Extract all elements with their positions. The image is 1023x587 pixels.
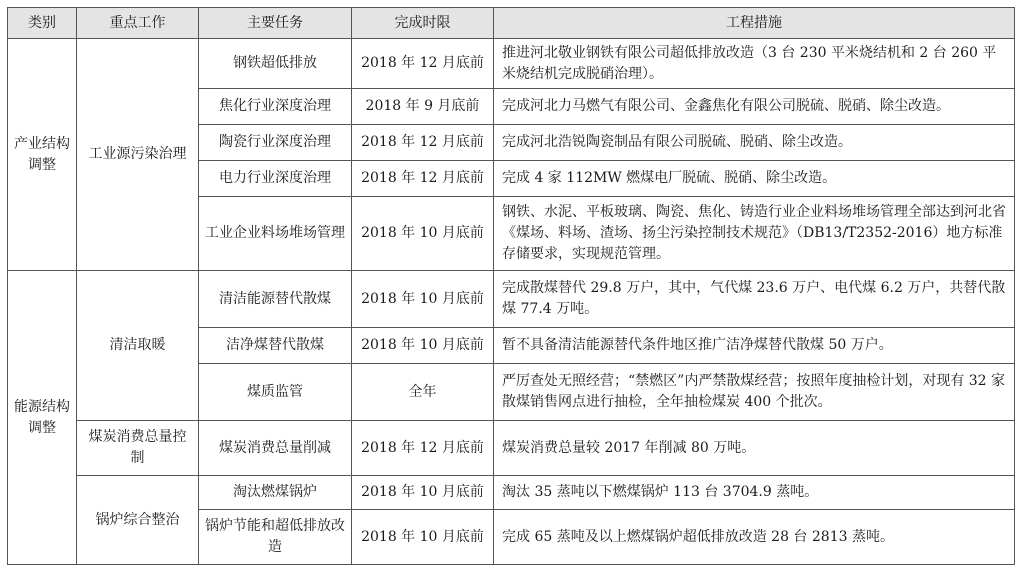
deadline-cell: 2018 年 12 月底前	[352, 125, 494, 161]
header-row	[8, 8, 1015, 39]
deadline-cell: 2018 年 12 月底前	[352, 39, 494, 89]
focus-cell: 锅炉综合整治	[77, 476, 199, 565]
task-cell: 锅炉节能和超低排放改造	[199, 510, 352, 565]
focus-cell: 煤炭消费总量控制	[77, 421, 199, 476]
deadline-cell: 2018 年 10 月底前	[352, 328, 494, 364]
measure-cell: 钢铁、水泥、平板玻璃、陶瓷、焦化、铸造行业企业料场堆场管理全部达到河北省《煤场、料场、渣场、扬尘污染控制技术规范》（DB13/T2352-2016）地方标准存储要求，实现规范管理。	[494, 197, 1015, 271]
table-row	[8, 271, 1015, 328]
header-deadline: 完成时限	[352, 8, 494, 39]
measure-cell: 完成河北力马燃气有限公司、金鑫焦化有限公司脱硫、脱硝、除尘改造。	[494, 89, 1015, 125]
measure-cell: 严厉查处无照经营；“禁燃区”内严禁散煤经营；按照年度抽检计划，对现有 32 家散煤销售网点进行抽检，全年抽检煤炭 400 个批次。	[494, 364, 1015, 421]
task-cell: 煤质监管	[199, 364, 352, 421]
measure-cell: 暂不具备清洁能源替代条件地区推广洁净煤替代散煤 50 万户。	[494, 328, 1015, 364]
deadline-cell: 2018 年 10 月底前	[352, 510, 494, 565]
measures-table	[7, 7, 1015, 565]
header-measure: 工程措施	[494, 8, 1015, 39]
task-cell: 钢铁超低排放	[199, 39, 352, 89]
measure-cell: 完成散煤替代 29.8 万户，其中，气代煤 23.6 万户、电代煤 6.2 万户，共替代散煤 77.4 万吨。	[494, 271, 1015, 328]
deadline-cell: 2018 年 10 月底前	[352, 197, 494, 271]
header-task: 主要任务	[199, 8, 352, 39]
task-cell: 清洁能源替代散煤	[199, 271, 352, 328]
category-cell: 能源结构调整	[8, 271, 77, 565]
task-cell: 洁净煤替代散煤	[199, 328, 352, 364]
task-cell: 淘汰燃煤锅炉	[199, 476, 352, 510]
header-category: 类别	[8, 8, 77, 39]
deadline-cell: 2018 年 10 月底前	[352, 271, 494, 328]
table-row	[8, 421, 1015, 476]
task-cell: 煤炭消费总量削减	[199, 421, 352, 476]
measure-cell: 淘汰 35 蒸吨以下燃煤锅炉 113 台 3704.9 蒸吨。	[494, 476, 1015, 510]
measure-cell: 完成 4 家 112MW 燃煤电厂脱硫、脱硝、除尘改造。	[494, 161, 1015, 197]
task-cell: 陶瓷行业深度治理	[199, 125, 352, 161]
measure-cell: 煤炭消费总量较 2017 年削减 80 万吨。	[494, 421, 1015, 476]
deadline-cell: 2018 年 9 月底前	[352, 89, 494, 125]
category-cell: 产业结构调整	[8, 39, 77, 271]
deadline-cell: 2018 年 12 月底前	[352, 421, 494, 476]
deadline-cell: 全年	[352, 364, 494, 421]
table-wrapper	[7, 7, 1015, 565]
measure-cell: 完成河北浩锐陶瓷制品有限公司脱硫、脱硝、除尘改造。	[494, 125, 1015, 161]
task-cell: 电力行业深度治理	[199, 161, 352, 197]
measure-cell: 推进河北敬业钢铁有限公司超低排放改造（3 台 230 平米烧结机和 2 台 260 平米烧结机完成脱硝治理）。	[494, 39, 1015, 89]
table-row	[8, 476, 1015, 510]
task-cell: 工业企业料场堆场管理	[199, 197, 352, 271]
focus-cell: 工业源污染治理	[77, 39, 199, 271]
deadline-cell: 2018 年 10 月底前	[352, 476, 494, 510]
header-focus: 重点工作	[77, 8, 199, 39]
task-cell: 焦化行业深度治理	[199, 89, 352, 125]
deadline-cell: 2018 年 12 月底前	[352, 161, 494, 197]
table-row	[8, 39, 1015, 89]
focus-cell: 清洁取暖	[77, 271, 199, 421]
measure-cell: 完成 65 蒸吨及以上燃煤锅炉超低排放改造 28 台 2813 蒸吨。	[494, 510, 1015, 565]
